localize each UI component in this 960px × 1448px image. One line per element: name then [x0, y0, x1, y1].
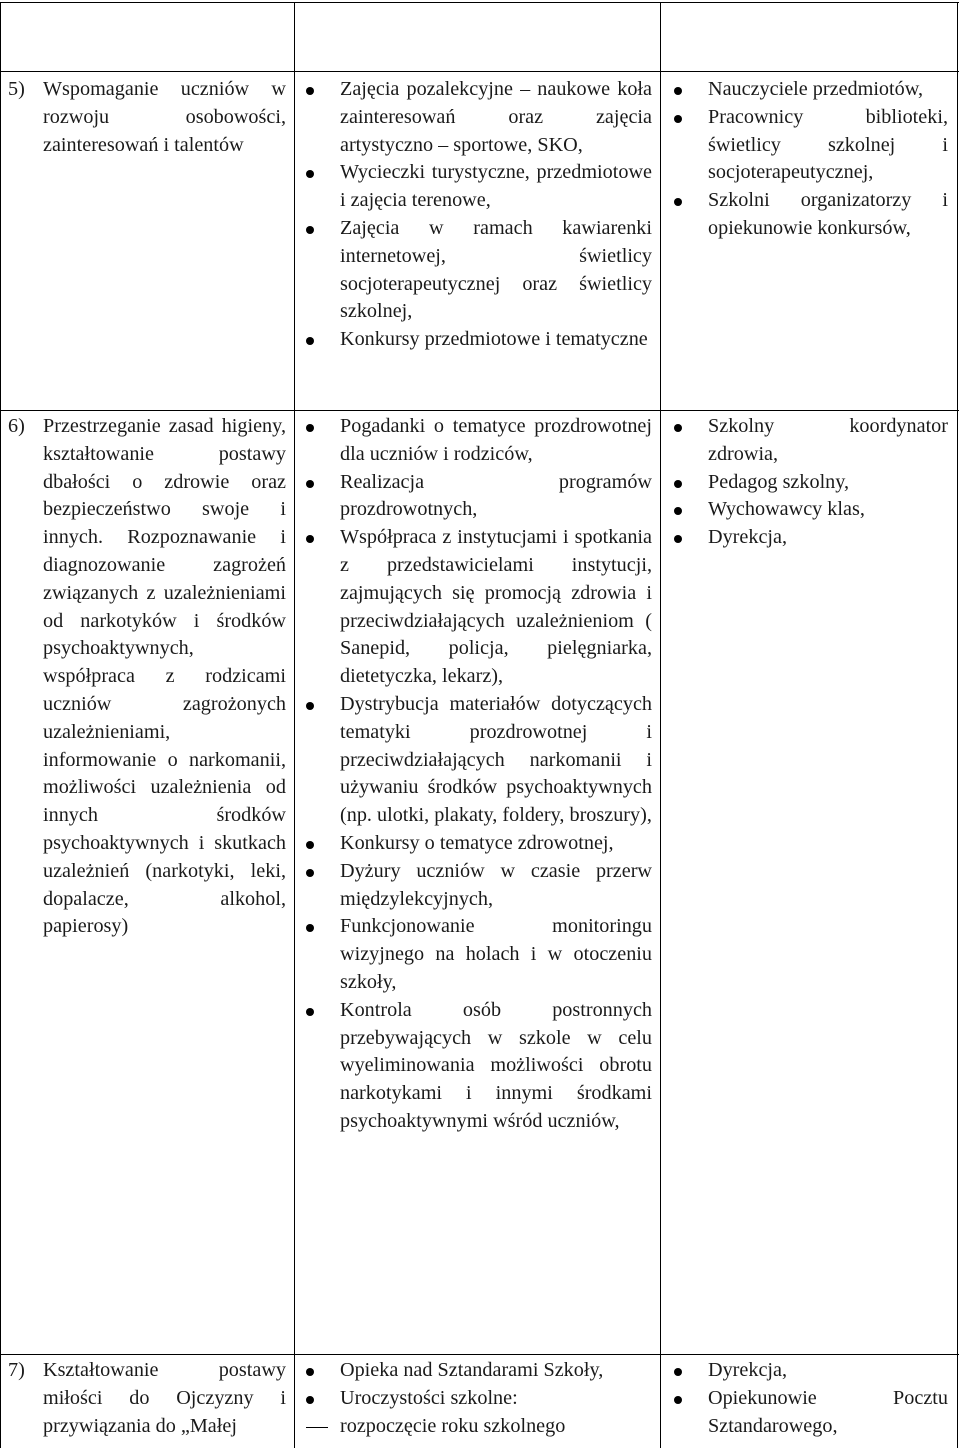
bullet-icon [306, 170, 314, 178]
list-item: Realizacja programów prozdrowotnych, [300, 469, 652, 525]
column-divider-2 [660, 2, 661, 1448]
responsible-list [668, 1357, 948, 1440]
list-item: Wychowawcy klas, [668, 496, 948, 524]
list-item: Zajęcia w ramach kawiarenki internetowej, świetlicy socjoterapeutycznej oraz świetlicy szkolnej, [300, 215, 652, 326]
row-divider-5-6 [0, 410, 959, 411]
table-border-left [0, 2, 1, 1448]
bullet-icon [306, 87, 314, 95]
row-number: 7) [8, 1359, 25, 1381]
table-border-right [957, 2, 958, 1448]
bullet-icon [306, 702, 314, 710]
row-6-forms [300, 413, 652, 1136]
responsible-list [668, 76, 948, 243]
responsible-list [668, 413, 948, 552]
list-item: Pracownicy biblioteki, świetlicy szkolnej i socjoterapeutycznej, [668, 104, 948, 187]
bullet-icon [674, 1368, 682, 1376]
bullet-icon [674, 1396, 682, 1404]
list-item: Szkolny koordynator zdrowia, [668, 413, 948, 469]
row-5-task [8, 76, 286, 159]
forms-list [300, 1357, 652, 1440]
bullet-icon [306, 924, 314, 932]
bullet-icon [306, 424, 314, 432]
bullet-icon [674, 424, 682, 432]
list-item: Pogadanki o tematyce prozdrowotnej dla uczniów i rodziców, [300, 413, 652, 469]
list-item: Zajęcia pozalekcyjne – naukowe koła zainteresowań oraz zajęcia artystyczno – sportowe, SKO, [300, 76, 652, 159]
dash-icon [306, 1427, 328, 1428]
list-item: Konkursy o tematyce zdrowotnej, [300, 830, 652, 858]
bullet-icon [674, 115, 682, 123]
bullet-icon [306, 226, 314, 234]
row-5-forms [300, 76, 652, 354]
bullet-icon [306, 869, 314, 877]
list-item: Szkolni organizatorzy i opiekunowie konkursów, [668, 187, 948, 243]
list-item: Wycieczki turystyczne, przedmiotowe i zajęcia terenowe, [300, 159, 652, 215]
list-item: Współpraca z instytucjami i spotkania z przedstawicielami instytucji, zajmujących się promocją zdrowia i przeciwdziałających uzależnieniom ( Sanepid, policja, pielęgniarka, dietetyczka, lekarz), [300, 524, 652, 691]
list-item: Dyrekcja, [668, 1357, 948, 1385]
row-7-responsible [668, 1357, 948, 1440]
bullet-icon [306, 1396, 314, 1404]
list-item: Pedagog szkolny, [668, 469, 948, 497]
row-6-task [8, 413, 286, 941]
bullet-icon [674, 198, 682, 206]
row-7-forms [300, 1357, 652, 1440]
row-divider-6-7 [0, 1354, 959, 1355]
forms-list [300, 76, 652, 354]
row-6-responsible [668, 413, 948, 552]
bullet-icon [674, 480, 682, 488]
list-item: Kontrola osób postronnych przebywających w szkole w celu wyeliminowania możliwości obrotu narkotykami i innymi środkami psychoaktywnymi wśród uczniów, [300, 997, 652, 1136]
list-item: Opieka nad Sztandarami Szkoły, [300, 1357, 652, 1385]
list-item: Dyrekcja, [668, 524, 948, 552]
bullet-icon [306, 337, 314, 345]
bullet-icon [674, 507, 682, 515]
table-border-top [0, 2, 959, 3]
row-5-responsible [668, 76, 948, 243]
bullet-icon [674, 87, 682, 95]
bullet-icon [306, 480, 314, 488]
list-item: rozpoczęcie roku szkolnego [300, 1413, 652, 1441]
bullet-icon [306, 1368, 314, 1376]
task-text: Kształtowanie postawy miłości do Ojczyzny i przywiązania do „Małej [43, 1359, 286, 1437]
list-item: Opiekunowie Pocztu Sztandarowego, [668, 1385, 948, 1441]
column-divider-1 [294, 2, 295, 1448]
list-item: Nauczyciele przedmiotów, [668, 76, 948, 104]
task-text: Wspomaganie uczniów w rozwoju osobowości, zainteresowań i talentów [43, 78, 286, 156]
bullet-icon [306, 841, 314, 849]
list-item: Funkcjonowanie monitoringu wizyjnego na holach i w otoczeniu szkoły, [300, 913, 652, 996]
bullet-icon [306, 535, 314, 543]
list-item: Konkursy przedmiotowe i tematyczne [300, 326, 652, 354]
list-item: Dystrybucja materiałów dotyczących tematyki prozdrowotnej i przeciwdziałających narkomanii i używaniu środków psychoaktywnych (np. ulotki, plakaty, foldery, broszury), [300, 691, 652, 830]
list-item: Dyżury uczniów w czasie przerw międzylekcyjnych, [300, 858, 652, 914]
row-number: 5) [8, 78, 25, 100]
task-text: Przestrzeganie zasad higieny, kształtowanie postawy dbałości o zdrowie oraz bezpieczeństwo swoje i innych. Rozpoznawanie i diagnozowanie zagrożeń związanych z uzależnieniami od narkotyków i środków psychoaktywnych, współpraca z rodzicami uczniów zagrożonych uzależnieniami, informowanie o narkomanii, możliwości uzależnienia od innych środków psychoaktywnych i skutkach uzależnień (narkotyki, leki, dopalacze, alkohol, papierosy) [43, 415, 286, 938]
bullet-icon [674, 535, 682, 543]
row-7-task [8, 1357, 286, 1440]
row-number: 6) [8, 415, 25, 437]
bullet-icon [306, 1008, 314, 1016]
forms-list [300, 413, 652, 1136]
list-item: Uroczystości szkolne: [300, 1385, 652, 1413]
row-divider-header [0, 71, 959, 72]
